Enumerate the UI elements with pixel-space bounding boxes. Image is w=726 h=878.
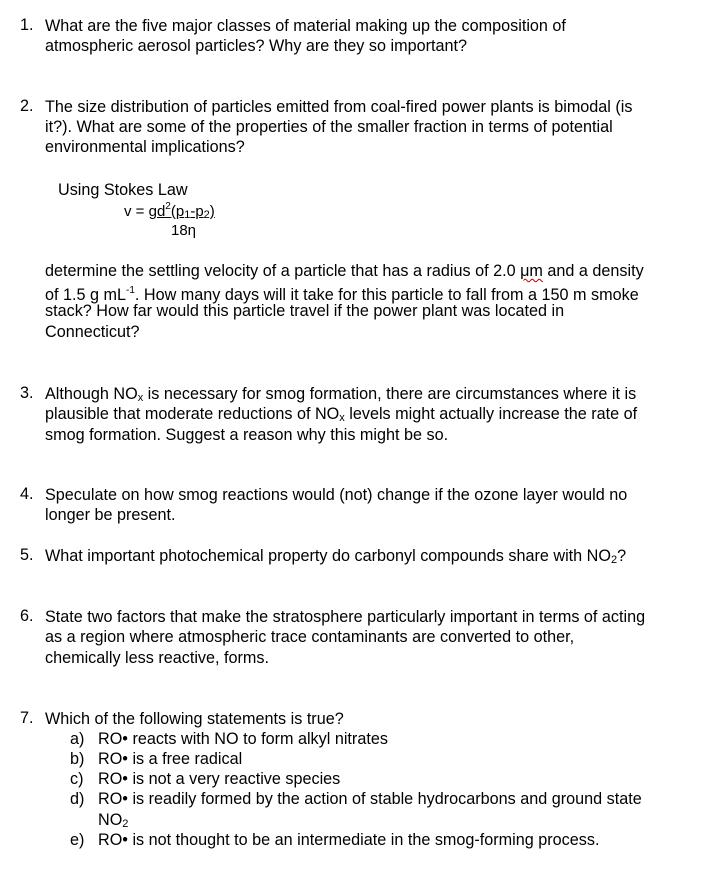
question-text-line: environmental implications?: [45, 138, 245, 156]
option-e: [70, 830, 599, 850]
option-text: RO• is not thought to be an intermediate in the smog-forming process.: [98, 831, 600, 849]
option-text: NO: [98, 811, 123, 829]
question-number: 2.: [20, 97, 34, 115]
subscript: x: [339, 412, 345, 424]
formula-paren: ): [209, 203, 215, 220]
question-number: 4.: [20, 485, 34, 503]
formula-g-d: gd: [148, 203, 166, 220]
option-text: RO• reacts with NO to form alkyl nitrates: [98, 730, 388, 748]
question-text-line: Speculate on how smog reactions would (not) change if the ozone layer would no: [45, 486, 628, 504]
text-span: ?: [617, 547, 627, 565]
question-text-line: smog formation. Suggest a reason why this might be so.: [45, 426, 449, 444]
text-span: What important photochemical property do carbonyl compounds share with NO: [45, 547, 611, 565]
stokes-law-intro: Using Stokes Law: [58, 181, 188, 199]
formula-rho: (p: [170, 203, 185, 220]
text-span: is necessary for smog formation, there are circumstances where it is: [143, 385, 637, 403]
option-text: RO• is a free radical: [98, 750, 243, 768]
question-text-line: longer be present.: [45, 506, 176, 524]
option-label: e): [70, 831, 85, 849]
formula-denominator: 18η: [171, 222, 197, 239]
formula-numerator: [149, 203, 215, 220]
option-text: RO• is not a very reactive species: [98, 770, 341, 788]
formula-lhs: v =: [124, 203, 149, 220]
option-label: a): [70, 730, 85, 748]
question-number: 7.: [20, 709, 34, 727]
option-label: b): [70, 750, 85, 768]
question-text-line: as a region where atmospheric trace contaminants are converted to other,: [45, 628, 575, 646]
subscript: 2: [122, 818, 129, 830]
subscript: 2: [610, 554, 618, 566]
question-text-line: What are the five major classes of material making up the composition of: [45, 17, 566, 35]
question-number: 1.: [20, 16, 34, 34]
stokes-law-formula: [124, 201, 215, 221]
text-span: and a density: [542, 262, 644, 280]
question-text-line: [45, 261, 644, 281]
formula-subscript: 2: [203, 209, 210, 221]
option-label: d): [70, 790, 85, 808]
question-text-line: chemically less reactive, forms.: [45, 649, 269, 667]
question-text-line: Connecticut?: [45, 323, 140, 341]
text-span: plausible that moderate reductions of NO: [45, 405, 340, 423]
formula-rho: -p: [190, 203, 204, 220]
question-number: 6.: [20, 607, 34, 625]
text-span: . How many days will it take for this particle to fall from a 150 m smoke: [134, 286, 639, 304]
question-number: 5.: [20, 546, 34, 564]
formula-subscript: 1: [184, 209, 191, 221]
text-span: of 1.5 g mL: [45, 286, 126, 304]
subscript: x: [137, 392, 144, 404]
question-text-line: The size distribution of particles emitted from coal-fired power plants is bimodal (is: [45, 98, 633, 116]
micrometer-unit: μm: [520, 262, 543, 280]
question-text-line: [45, 546, 626, 570]
option-text: RO• is readily formed by the action of stable hydrocarbons and ground state: [98, 790, 642, 808]
text-span: levels might actually increase the rate of: [344, 405, 638, 423]
option-a: [70, 729, 388, 749]
question-text-line: stack? How far would this particle travel if the power plant was located in: [45, 302, 565, 320]
text-span: determine the settling velocity of a particle that has a radius of 2.0: [45, 262, 521, 280]
option-c: [70, 769, 340, 789]
question-number: 3.: [20, 384, 34, 402]
question-text-line: State two factors that make the stratosphere particularly important in terms of acting: [45, 608, 646, 626]
option-b: [70, 749, 242, 769]
option-d: [70, 789, 642, 809]
question-stem: Which of the following statements is true?: [45, 710, 344, 728]
option-label: c): [70, 770, 84, 788]
superscript: -1: [126, 285, 135, 296]
question-text-line: it?). What are some of the properties of the smaller fraction in terms of potential: [45, 118, 613, 136]
question-text-line: atmospheric aerosol particles? Why are they so important?: [45, 37, 467, 55]
text-span: Although NO: [45, 385, 138, 403]
formula-exponent: 2: [165, 201, 171, 212]
